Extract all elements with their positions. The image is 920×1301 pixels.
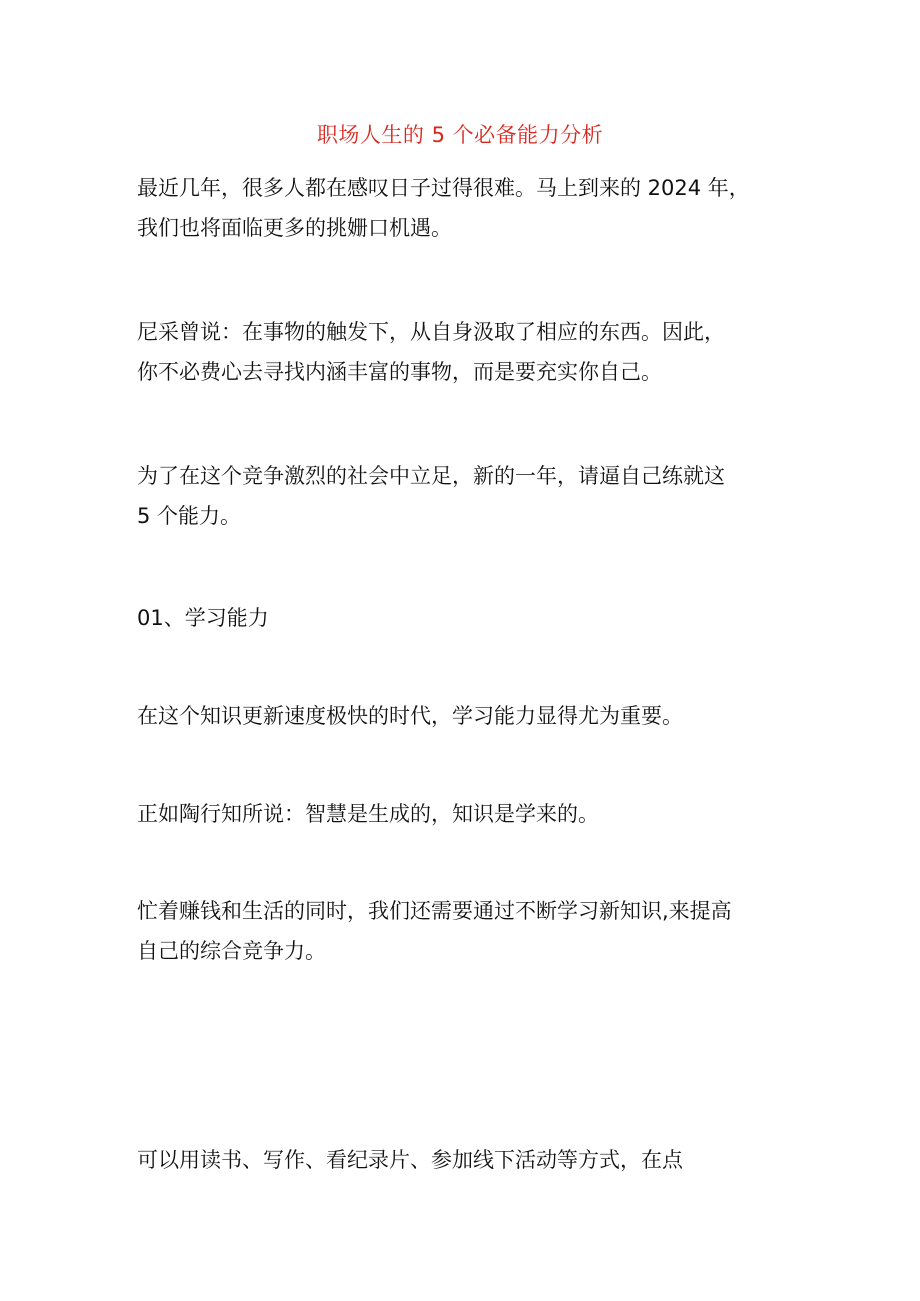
paragraph-methods xyxy=(137,1140,807,1180)
paragraph-line: 正如陶行知所说：智慧是生成的，知识是学来的。 xyxy=(137,802,599,826)
paragraph-quote xyxy=(137,794,807,834)
paragraph-line: 可以用读书、写作、看纪录片、参加线下活动等方式，在点 xyxy=(137,1148,683,1172)
paragraph-line: 自己的综合竞争力。 xyxy=(137,939,326,963)
paragraph-line: 我们也将面临更多的挑姗口机遇。 xyxy=(137,216,452,240)
section-heading-learning: 01、学习能力 xyxy=(137,606,269,630)
paragraph-line: 忙着赚钱和生活的同时，我们还需要通过不断学习新知识,来提高 xyxy=(137,899,732,923)
document-title: 职场人生的 5 个必备能力分析 xyxy=(316,123,604,147)
paragraph-line: 最近几年，很多人都在感叹日子过得很难。马上到来的 2024 年， xyxy=(137,176,750,200)
paragraph-nietzsche xyxy=(137,312,807,392)
paragraph-line: 为了在这个竞争激烈的社会中立足，新的一年，请逼自己练就这 xyxy=(137,464,725,488)
paragraph-line: 在这个知识更新速度极快的时代，学习能力显得尤为重要。 xyxy=(137,704,683,728)
paragraph-line: 5 个能力。 xyxy=(137,504,242,528)
paragraph-line: 尼采曾说：在事物的触发下，从自身汲取了相应的东西。因此， xyxy=(137,320,725,344)
paragraph-line: 你不必费心去寻找内涵丰富的事物，而是要充实你自己。 xyxy=(137,360,662,384)
paragraph-learning-importance xyxy=(137,696,807,736)
paragraph-intro xyxy=(137,168,807,248)
paragraph-competitiveness xyxy=(137,891,807,971)
paragraph-goal xyxy=(137,456,807,536)
